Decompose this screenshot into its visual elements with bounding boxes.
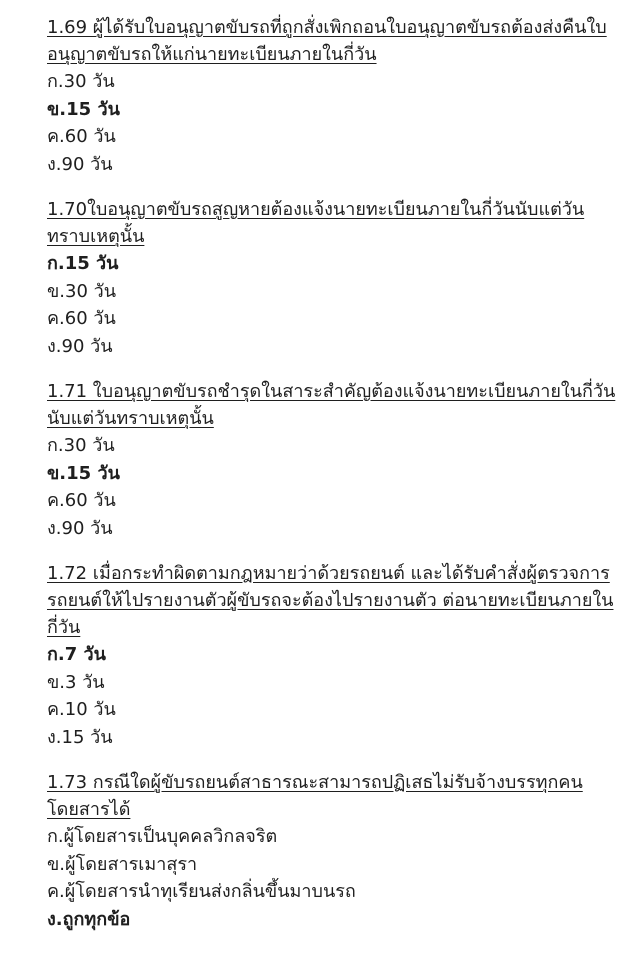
choice-c: ค.ผู้โดยสารนำทุเรียนส่งกลิ่นขึ้นมาบนรถ (47, 881, 356, 902)
choice-b: ข.30 วัน (47, 280, 117, 302)
choice-a: ก.ผู้โดยสารเป็นบุคคลวิกลจริต (47, 826, 278, 847)
choice-d: ง.90 วัน (47, 335, 113, 357)
choice-c: ค.60 วัน (47, 490, 116, 511)
choice-d-correct: ง.ถูกทุกข้อ (47, 908, 131, 930)
choice-d: ง.90 วัน (47, 153, 113, 175)
question-1-72 (47, 560, 620, 751)
question-text: 1.69 ผู้ได้รับใบอนุญาตขับรถที่ถูกสั่งเพิกถอนใบอนุญาตขับรถต้องส่งคืนใบอนุญาตขับรถให้แก่นายทะเบียนภายในกี่วัน (47, 17, 607, 65)
question-text: 1.72 เมื่อกระทำผิดตามกฎหมายว่าด้วยรถยนต์ และได้รับคำสั่งผู้ตรวจการรถยนต์ให้ไปรายงานตัวผู้ขับรถจะต้องไปรายงานตัว ต่อนายทะเบียนภายในกี่วัน (47, 563, 614, 638)
choice-a: ก.30 วัน (47, 435, 115, 456)
choice-c: ค.60 วัน (47, 308, 116, 329)
choice-b: ข.3 วัน (47, 671, 105, 693)
choice-d: ง.90 วัน (47, 517, 113, 539)
question-1-73 (47, 769, 620, 933)
choice-d: ง.15 วัน (47, 726, 113, 748)
choice-c: ค.60 วัน (47, 126, 116, 147)
question-text: 1.73 กรณีใดผู้ขับรถยนต์สาธารณะสามารถปฏิเสธไม่รับจ้างบรรทุกคนโดยสารได้ (47, 772, 583, 820)
choice-a-correct: ก.7 วัน (47, 644, 106, 665)
choice-b: ข.ผู้โดยสารเมาสุรา (47, 853, 198, 875)
choice-b-correct: ข.15 วัน (47, 462, 120, 484)
question-1-70 (47, 196, 620, 360)
choice-b-correct: ข.15 วัน (47, 98, 120, 120)
question-1-69 (47, 14, 620, 178)
choice-c: ค.10 วัน (47, 699, 116, 720)
choice-a-correct: ก.15 วัน (47, 253, 119, 274)
question-1-71 (47, 378, 620, 542)
choice-a: ก.30 วัน (47, 71, 115, 92)
question-text: 1.71 ใบอนุญาตขับรถชำรุดในสาระสำคัญต้องแจ้งนายทะเบียนภายในกี่วันนับแต่วันทราบเหตุนั้น (47, 381, 616, 429)
question-text: 1.70ใบอนุญาตขับรถสูญหายต้องแจ้งนายทะเบียนภายในกี่วันนับแต่วันทราบเหตุนั้น (47, 199, 585, 247)
